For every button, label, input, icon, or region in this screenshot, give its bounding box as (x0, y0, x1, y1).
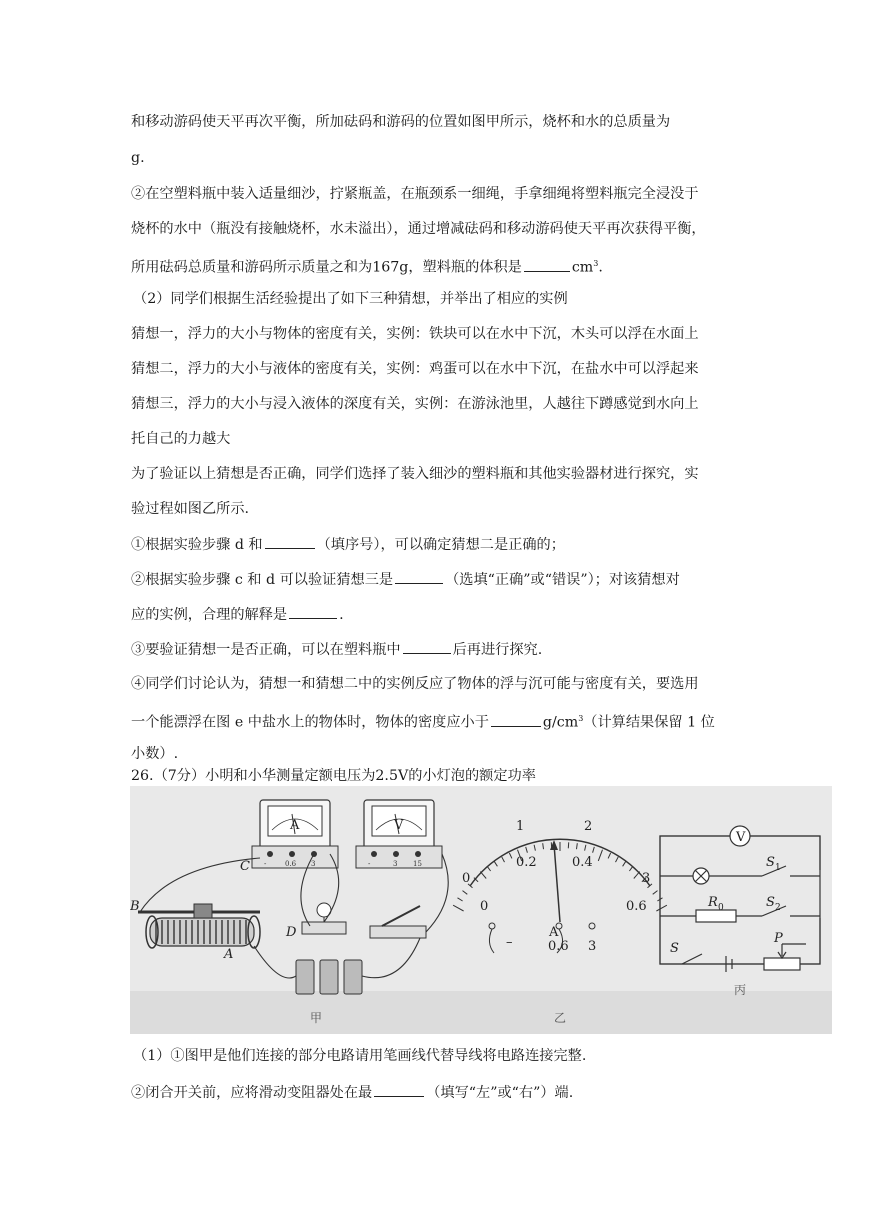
batteries (296, 960, 362, 994)
voltmeter (356, 800, 442, 868)
label-V: V (736, 830, 746, 845)
label-A: A (224, 947, 234, 962)
text-line-7: 猜想一，浮力的大小与物体的密度有关，实例：铁块可以在水中下沉，木头可以浮在水面上 (131, 326, 699, 342)
label-S1: S (766, 855, 775, 870)
text-line-2: g. (131, 150, 145, 166)
text-line-1: 和移动游码使天平再次平衡，所加砝码和游码的位置如图甲所示，烧杯和水的总质量为 (131, 114, 671, 130)
terminal-06: 0.6 (548, 939, 569, 954)
figure-bottom-band (130, 991, 832, 1034)
tick-bottom-0: 0 (480, 899, 489, 914)
rheostat-symbol (764, 958, 800, 970)
caption-bing: 丙 (734, 983, 747, 997)
text-line-4: 烧杯的水中（瓶没有接触烧杯，水未溢出），通过增减砝码和移动游码使天平再次获得平衡， (131, 221, 706, 237)
text-line-21: （1）①图甲是他们连接的部分电路请用笔画线代替导线将电路连接完整. (133, 1048, 587, 1064)
text-line-3: ②在空塑料瓶中装入适量细沙，拧紧瓶盖，在瓶颈系一细绳，手拿细绳将塑料瓶完全浸没于 (131, 186, 699, 202)
label-C: C (240, 859, 250, 874)
ammeter-terminal-06: 0.6 (285, 860, 297, 868)
text-line-19: 小数）. (131, 746, 179, 762)
answer-blank[interactable] (289, 604, 337, 619)
circuit-figure (130, 786, 832, 1034)
text-line-22: ②闭合开关前，应将滑动变阻器处在最 （填写“左”或“右”）端. (131, 1082, 573, 1103)
voltmeter-terminal-neg: - (368, 860, 371, 868)
answer-blank[interactable] (491, 712, 541, 727)
tick-top-1: 1 (516, 819, 525, 834)
ammeter-letter: A (290, 818, 300, 833)
tick-top-3: 3 (642, 871, 651, 886)
text-line-5: 所用砝码总质量和游码所示质量之和为167g，塑料瓶的体积是 $cm^3$. (131, 254, 603, 278)
tick-bottom-06: 0.6 (626, 899, 647, 914)
text-line-13: ①根据实验步骤 d 和 （填序号），可以确定猜想二是正确的； (131, 534, 565, 555)
text-line-14: ②根据实验步骤 c 和 d 可以验证猜想三是 （选填“正确”或“错误”）；对该猜想对 (131, 569, 680, 590)
label-R0: R (708, 895, 718, 910)
label-R0-sub: 0 (718, 903, 724, 913)
answer-blank[interactable] (524, 257, 570, 272)
ammeter (252, 800, 338, 868)
text-line-8: 猜想二，浮力的大小与液体的密度有关，实例：鸡蛋可以在水中下沉，在盐水中可以浮起来 (131, 361, 699, 377)
terminal-3: 3 (588, 939, 597, 954)
ammeter-terminal-3: 3 (311, 860, 316, 868)
resistor-R0 (696, 910, 736, 922)
label-D: D (286, 925, 297, 940)
label-S2-sub: 2 (775, 903, 781, 913)
question-26-title: 26.（7分）小明和小华测量定额电压为2.5V的小灯泡的额定功率 (131, 768, 536, 784)
label-S: S (670, 941, 679, 956)
text-line-15: 应的实例，合理的解释是 . (131, 604, 344, 625)
text-line-10: 托自己的力越大 (131, 431, 231, 447)
text-line-17: ④同学们讨论认为，猜想一和猜想二中的实例反应了物体的浮与沉可能与密度有关，要选用 (131, 676, 699, 692)
text-line-12: 验过程如图乙所示. (131, 501, 250, 517)
label-S2: S (766, 895, 775, 910)
answer-blank[interactable] (395, 569, 443, 584)
tick-bottom-02: 0.2 (516, 855, 537, 870)
tick-top-2: 2 (584, 819, 593, 834)
ammeter-terminal-neg: - (264, 860, 267, 868)
label-S1-sub: 1 (775, 863, 781, 873)
terminal-neg: – (506, 935, 513, 950)
label-B: B (130, 899, 140, 914)
text-line-18: 一个能漂浮在图 e 中盐水上的物体时，物体的密度应小于 $g/cm^3$（计算结果保留 1 位 (131, 709, 715, 733)
text-line-9: 猜想三，浮力的大小与浸入液体的深度有关，实例：在游泳池里，人越往下蹲感觉到水向上 (131, 396, 699, 412)
text-line-11: 为了验证以上猜想是否正确，同学们选择了装入细沙的塑料瓶和其他实验器材进行探究，实 (131, 466, 699, 482)
answer-blank[interactable] (403, 639, 451, 654)
voltmeter-letter: V (394, 818, 404, 833)
text-line-16: ③要验证猜想一是否正确，可以在塑料瓶中 后再进行探究. (131, 639, 542, 660)
tick-bottom-04: 0.4 (572, 855, 593, 870)
caption-yi: 乙 (554, 1011, 567, 1025)
label-P: P (774, 931, 783, 946)
tick-top-0: 0 (462, 871, 471, 886)
text-line-6: （2）同学们根据生活经验提出了如下三种猜想，并举出了相应的实例 (133, 291, 568, 307)
answer-blank[interactable] (265, 534, 315, 549)
voltmeter-terminal-15: 15 (413, 860, 422, 868)
answer-blank[interactable] (374, 1082, 424, 1097)
caption-jia: 甲 (310, 1011, 323, 1025)
voltmeter-terminal-3: 3 (393, 860, 398, 868)
dial-unit: A (549, 925, 559, 940)
